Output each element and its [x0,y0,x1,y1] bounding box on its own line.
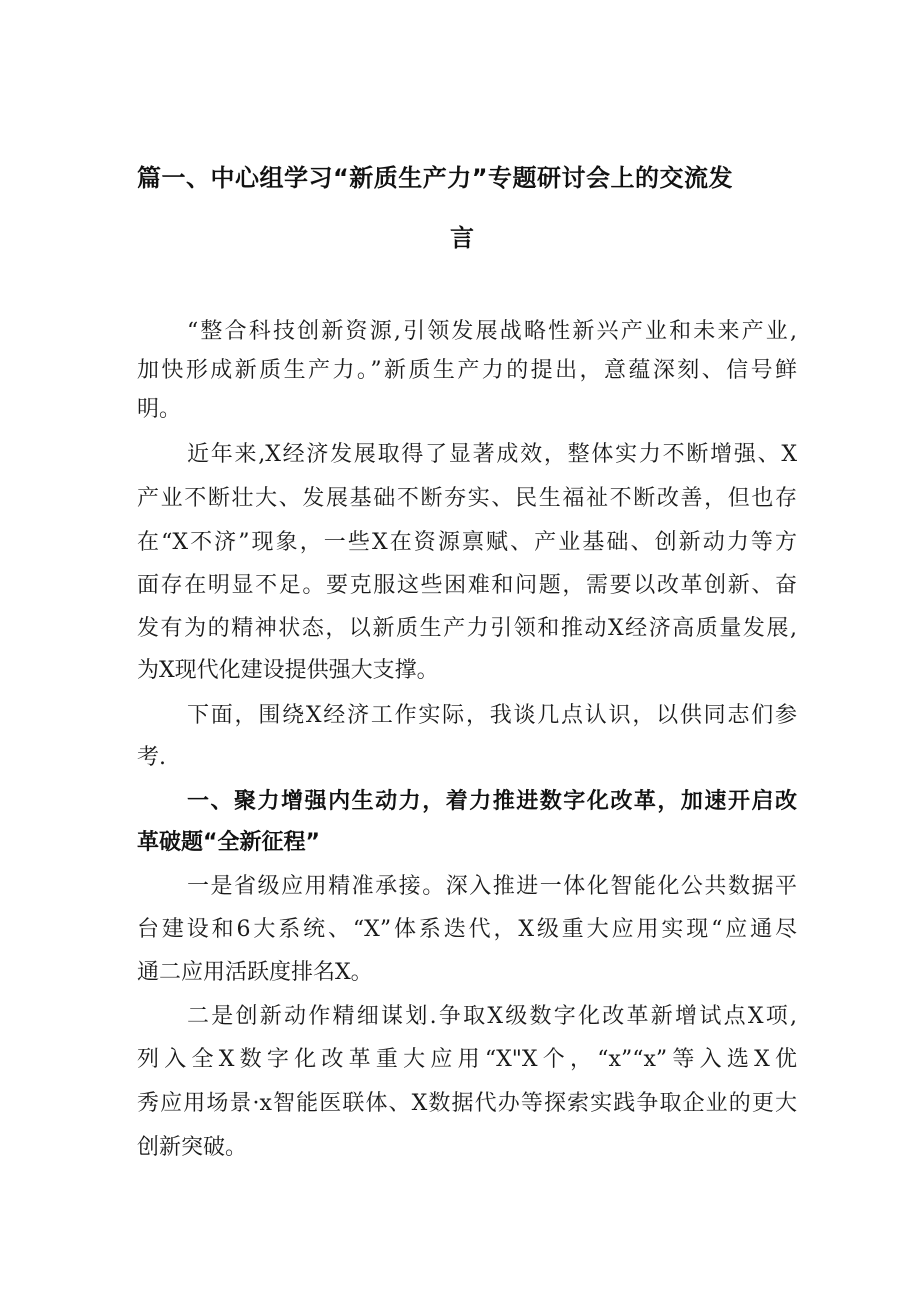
section-paragraph-2-line-4: 创新突破。 [137,1135,248,1160]
section-paragraph-2-line-3: 秀应用场景·x智能医联体、X数据代办等探索实践争取企业的更大 [137,1091,797,1116]
section-heading-line-1: 一、聚力增强内生动力，着力推进数字化改革，加速开启改 [187,789,797,814]
paragraph-2-line-2: 产业不断壮大、发展基础不断夯实、民生福祉不断改善，但也存 [137,486,797,511]
section-paragraph-1-line-3: 通二应用活跃度排名X。 [137,960,373,985]
paragraph-3-line-2: 考. [137,745,166,770]
document-title-line-1: 篇一、中心组学习“新质生产力”专题研讨会上的交流发 [137,164,734,192]
section-paragraph-2-line-1: 二是创新动作精细谋划.争取X级数字化改革新增试点X项, [187,1004,797,1029]
section-heading-line-2: 革破题“全新征程” [137,830,320,855]
paragraph-2-line-4: 面存在明显不足。要克服这些困难和问题，需要以改革创新、奋 [137,573,797,598]
paragraph-1-line-2: 加快形成新质生产力。”新质生产力的提出，意蕴深刻、信号鲜 [137,358,797,383]
section-paragraph-1-line-1: 一是省级应用精准承接。深入推进一体化智能化公共数据平 [187,874,797,899]
paragraph-2-line-5: 发有为的精神状态，以新质生产力引领和推动X经济高质量发展, [137,616,797,641]
paragraph-2-line-6: 为X现代化建设提供强大支撑。 [137,658,439,683]
paragraph-1-line-1: “整合科技创新资源,引领发展战略性新兴产业和未来产业, [187,319,797,344]
paragraph-3-line-1: 下面，围绕X经济工作实际，我谈几点认识，以供同志们参 [187,703,797,728]
document-title-line-2: 言 [450,224,475,252]
paragraph-2-line-1: 近年来,X经济发展取得了显著成效，整体实力不断增强、X [187,442,797,467]
paragraph-2-line-3: 在“X不济”现象，一些X在资源禀赋、产业基础、创新动力等方 [137,530,797,555]
section-paragraph-2-line-2: 列入全X数字化改革重大应用“X"X个，“x”“x”等入选X优 [137,1047,797,1072]
paragraph-1-line-3: 明。 [137,397,182,422]
section-paragraph-1-line-2: 台建设和6大系统、“X”体系迭代，X级重大应用实现“应通尽 [137,917,797,942]
